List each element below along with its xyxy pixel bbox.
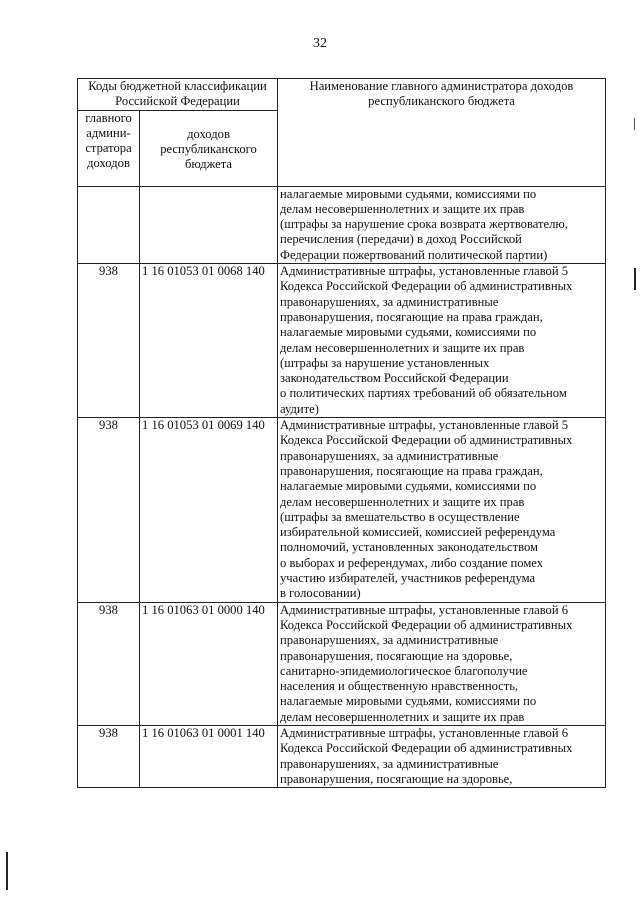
chief-administrator-header: главного админи-стратора доходов <box>78 110 140 186</box>
revenue-name-line: санитарно-эпидемиологическое благополучие <box>280 663 528 678</box>
revenue-name-line: Кодекса Российской Федерации об административных <box>280 617 573 632</box>
admin-code-cell: 938 <box>78 602 140 725</box>
revenue-name-line: Федерации пожертвований политической партии) <box>280 247 548 262</box>
revenue-code-cell: 1 16 01063 01 0000 140 <box>140 602 278 725</box>
table-row <box>78 264 606 418</box>
revenue-name-line: законодательством Российской Федерации <box>280 371 509 386</box>
table-body <box>78 186 606 788</box>
revenue-code-cell: 1 16 01053 01 0069 140 <box>140 418 278 603</box>
revenue-name-line: Административные штрафы, установленные главой 5 <box>280 264 569 279</box>
revenue-name-line: правонарушениях, за административные <box>280 448 499 463</box>
revenue-code-cell <box>140 186 278 263</box>
revenue-name-line: Кодекса Российской Федерации об административных <box>280 741 573 756</box>
administrator-name-header: Наименование главного администратора доходов республиканского бюджета <box>278 79 606 187</box>
revenue-name-line: в голосовании) <box>280 586 361 601</box>
revenue-name-line: правонарушениях, за административные <box>280 633 499 648</box>
revenue-name-line: делам несовершеннолетних и защите их прав <box>280 201 525 216</box>
revenue-name-line: правонарушения, посягающие на здоровье, <box>280 648 513 663</box>
revenue-name-cell <box>278 264 606 418</box>
table-row <box>78 186 606 263</box>
revenue-name-line: участию избирателей, участников референдума <box>280 571 536 586</box>
revenue-name-line: о политических партиях требований об обязательном <box>280 386 567 401</box>
scan-edge-mark <box>6 852 8 890</box>
revenue-name-cell <box>278 602 606 725</box>
admin-code-cell <box>78 186 140 263</box>
revenue-name-line: (штрафы за вмешательство в осуществление <box>280 509 520 524</box>
admin-code-cell: 938 <box>78 725 140 787</box>
table-row <box>78 418 606 603</box>
revenue-name-line: (штрафы за нарушение установленных <box>280 355 490 370</box>
revenue-name-line: избирательной комиссией, комиссией референдума <box>280 525 556 540</box>
revenue-name-line: делам несовершеннолетних и защите их прав <box>280 709 525 724</box>
budget-codes-table <box>77 78 606 788</box>
revenue-name-line: делам несовершеннолетних и защите их прав <box>280 340 525 355</box>
scan-margin-mark <box>634 118 635 130</box>
table-row <box>78 725 606 787</box>
revenue-name-line: налагаемые мировыми судьями, комиссиями по <box>280 325 537 340</box>
revenue-name-line: Кодекса Российской Федерации об административных <box>280 433 573 448</box>
revenue-name-cell <box>278 186 606 263</box>
revenue-name-cell <box>278 725 606 787</box>
admin-code-cell: 938 <box>78 264 140 418</box>
scan-margin-mark <box>634 268 636 290</box>
admin-code-cell: 938 <box>78 418 140 603</box>
table-header <box>78 79 606 187</box>
page-number: 32 <box>313 36 327 51</box>
revenue-name-line: налагаемые мировыми судьями, комиссиями по <box>280 186 537 201</box>
revenue-name-line: (штрафы за нарушение срока возврата жертвователю, <box>280 217 568 232</box>
revenue-name-line: аудите) <box>280 401 319 416</box>
republican-revenue-header: доходов республиканского бюджета <box>140 110 278 186</box>
revenue-name-line: Административные штрафы, установленные главой 6 <box>280 602 569 617</box>
revenue-name-line: налагаемые мировыми судьями, комиссиями по <box>280 479 537 494</box>
revenue-name-line: правонарушениях, за административные <box>280 756 499 771</box>
revenue-name-line: о выборах и референдумах, либо создание помех <box>280 555 544 570</box>
revenue-name-line: правонарушениях, за административные <box>280 294 499 309</box>
revenue-name-line: налагаемые мировыми судьями, комиссиями по <box>280 694 537 709</box>
revenue-name-line: населения и общественную нравственность, <box>280 679 519 694</box>
revenue-code-cell: 1 16 01063 01 0001 140 <box>140 725 278 787</box>
table-row <box>78 602 606 725</box>
revenue-name-line: правонарушения, посягающие на права граждан, <box>280 309 543 324</box>
revenue-name-line: делам несовершеннолетних и защите их прав <box>280 494 525 509</box>
revenue-name-line: Кодекса Российской Федерации об административных <box>280 279 573 294</box>
revenue-name-line: правонарушения, посягающие на права граждан, <box>280 463 543 478</box>
revenue-name-line: полномочий, установленных законодательством <box>280 540 538 555</box>
budget-classification-header: Коды бюджетной классификации Российской Федерации <box>78 79 278 111</box>
revenue-code-cell: 1 16 01053 01 0068 140 <box>140 264 278 418</box>
revenue-name-line: перечисления (передачи) в доход Российской <box>280 232 522 247</box>
revenue-name-line: Административные штрафы, установленные главой 5 <box>280 418 569 433</box>
revenue-name-line: Административные штрафы, установленные главой 6 <box>280 725 569 740</box>
revenue-name-line: правонарушения, посягающие на здоровье, <box>280 771 513 786</box>
revenue-name-cell <box>278 418 606 603</box>
